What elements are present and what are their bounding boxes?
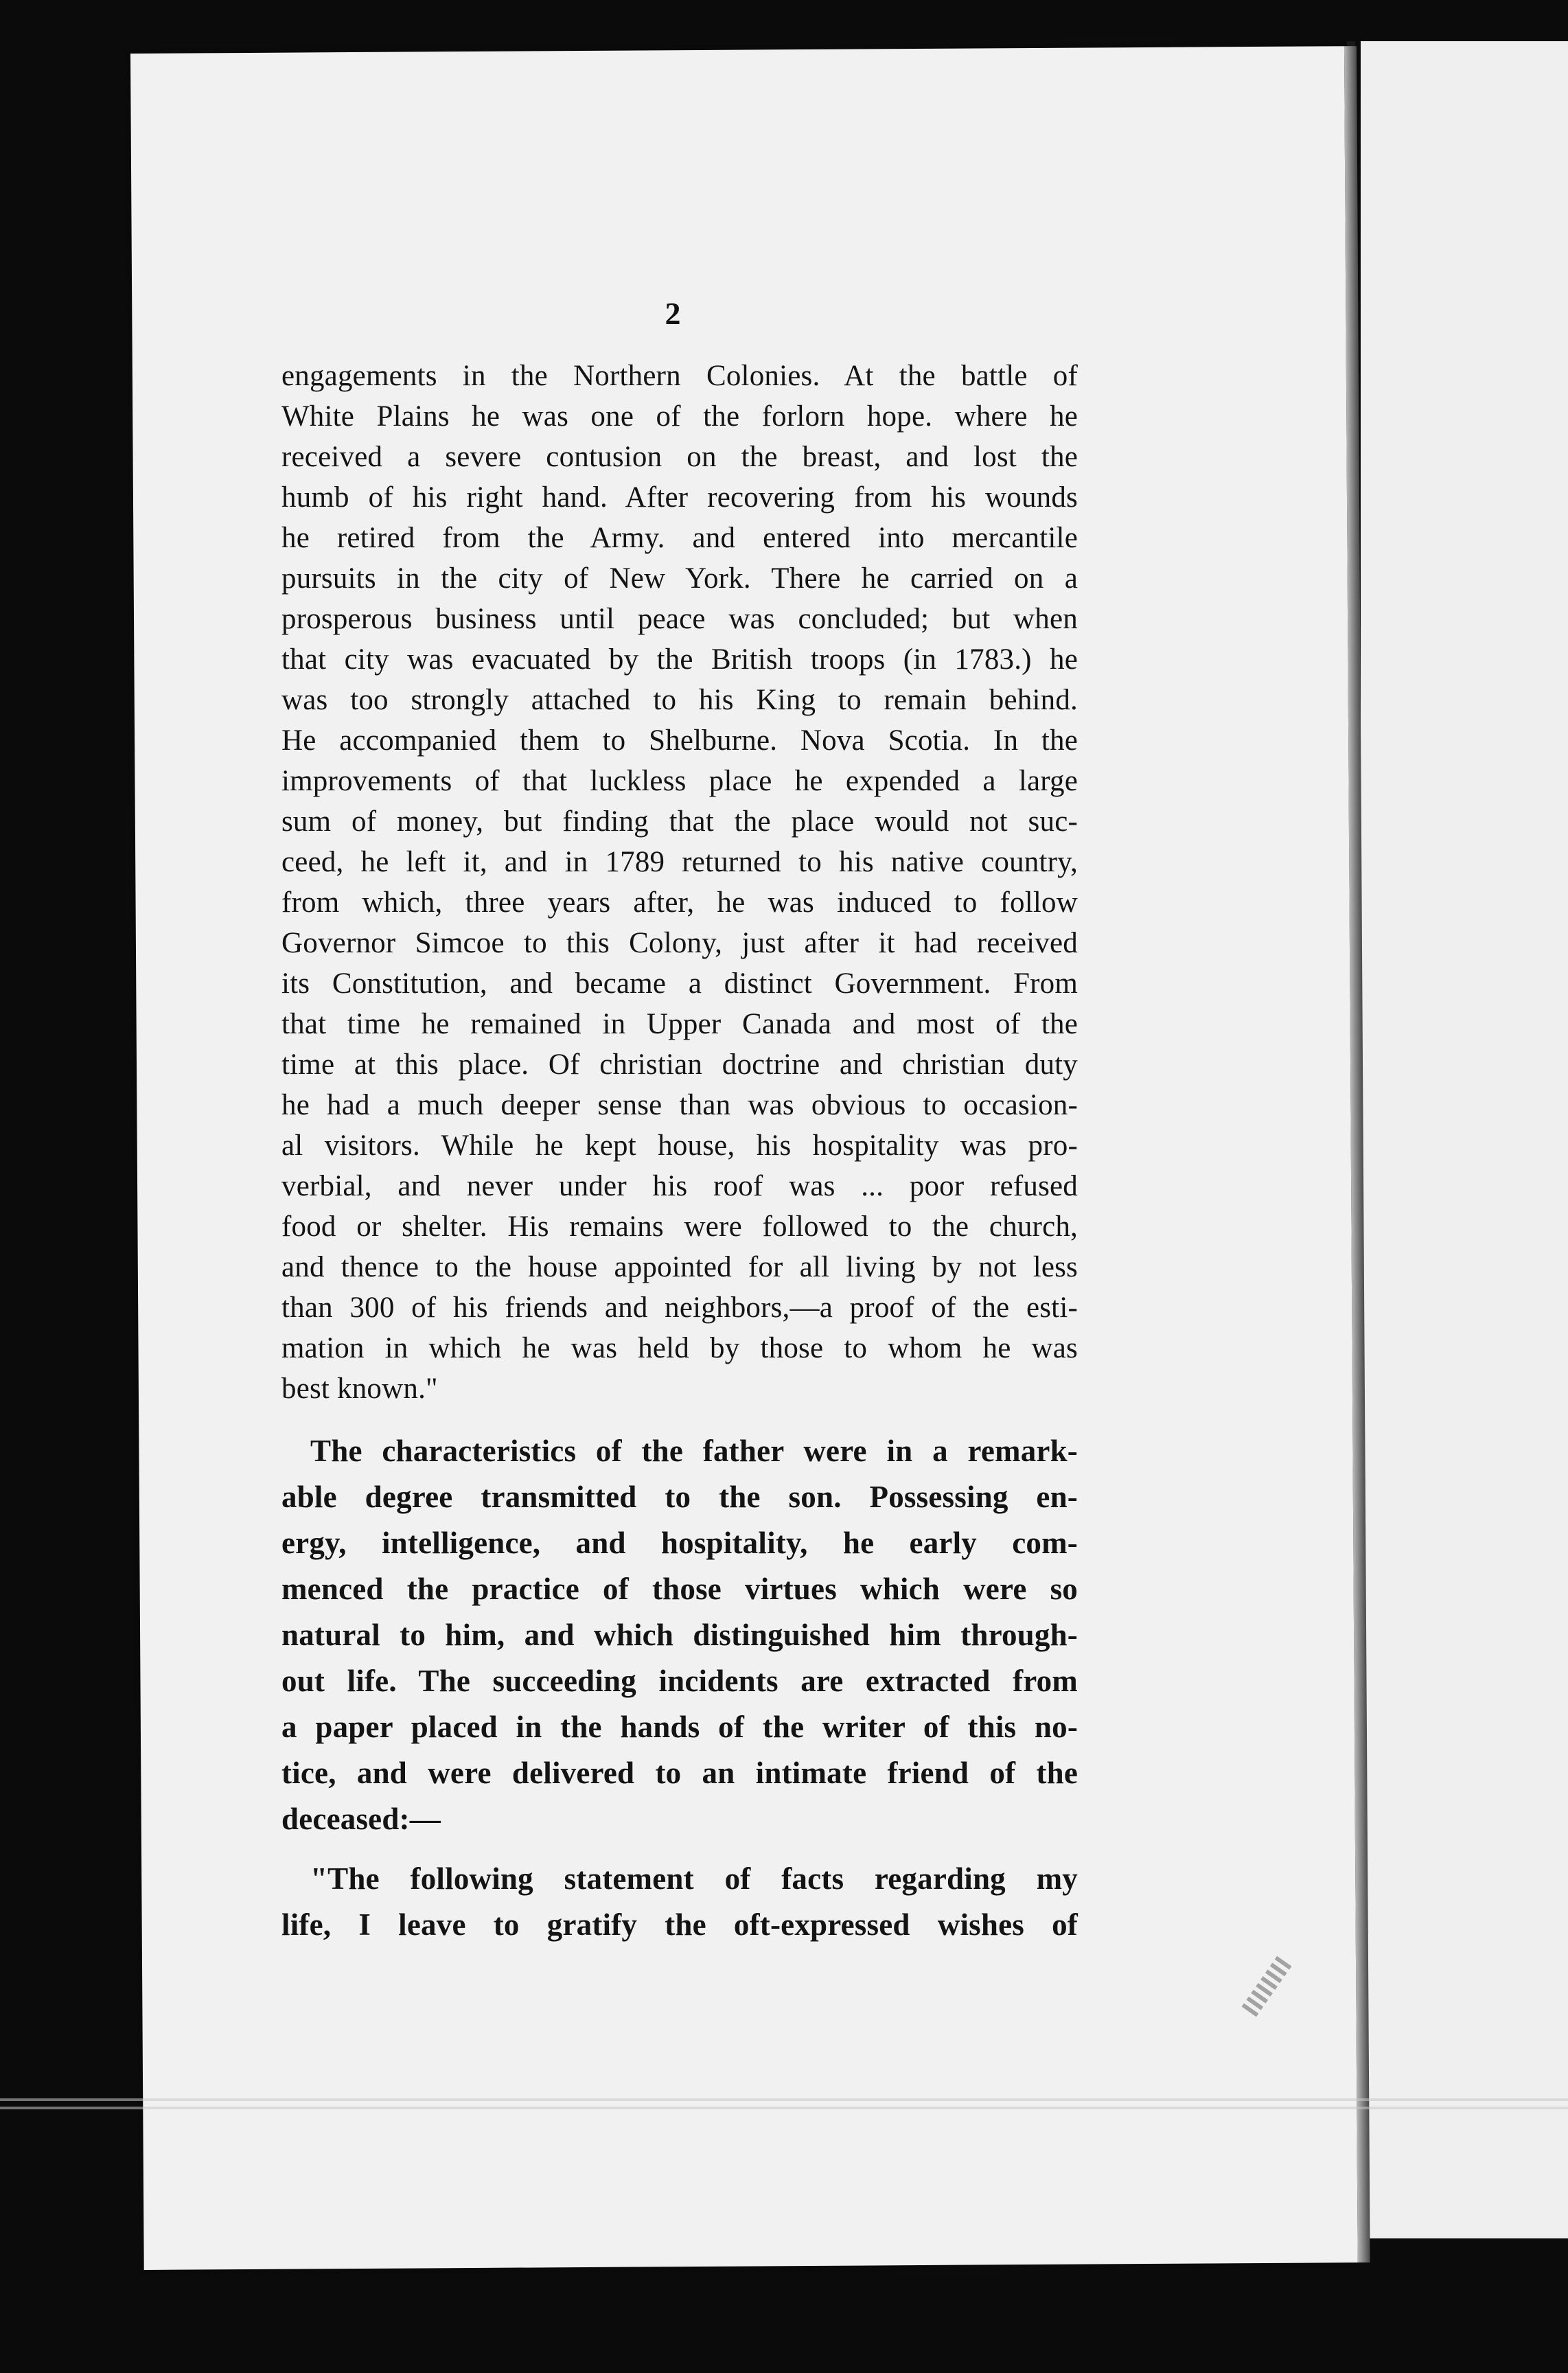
text-line: al visitors. While he kept house, his hospitality was pro- bbox=[281, 1130, 1078, 1162]
body-paragraph bbox=[281, 1428, 1078, 1842]
text-line: time at this place. Of christian doctrine and christian duty bbox=[281, 1048, 1078, 1081]
text-line: improvements of that luckless place he expended a large bbox=[281, 765, 1078, 797]
text-line: prosperous business until peace was concluded; but when bbox=[281, 603, 1078, 635]
text-line: able degree transmitted to the son. Possessing en- bbox=[281, 1480, 1078, 1514]
text-line: menced the practice of those virtues which were so bbox=[281, 1572, 1078, 1606]
text-line: tice, and were delivered to an intimate friend of the bbox=[281, 1756, 1078, 1790]
text-line: "The following statement of facts regarding my bbox=[310, 1861, 1078, 1896]
text-line: best known." bbox=[281, 1373, 438, 1405]
text-line: ergy, intelligence, and hospitality, he early com- bbox=[281, 1526, 1078, 1560]
text-line: He accompanied them to Shelburne. Nova Scotia. In the bbox=[281, 724, 1078, 757]
facing-page bbox=[1361, 41, 1568, 2238]
text-line: a paper placed in the hands of the writer of this no- bbox=[281, 1710, 1078, 1744]
text-line: that city was evacuated by the British troops (in 1783.) he bbox=[281, 643, 1078, 676]
text-line: Governor Simcoe to this Colony, just after it had received bbox=[281, 927, 1078, 959]
text-line: from which, three years after, he was induced to follow bbox=[281, 886, 1078, 919]
text-line: sum of money, but finding that the place would not suc- bbox=[281, 805, 1078, 838]
text-line: The characteristics of the father were in a remark- bbox=[310, 1434, 1078, 1468]
text-line: mation in which he was held by those to whom he was bbox=[281, 1332, 1078, 1364]
scan-artifact-line bbox=[0, 2107, 1568, 2109]
text-line: received a severe contusion on the breast, and lost the bbox=[281, 441, 1078, 473]
text-line: out life. The succeeding incidents are extracted from bbox=[281, 1664, 1078, 1698]
text-line: that time he remained in Upper Canada and most of the bbox=[281, 1008, 1078, 1040]
text-line: humb of his right hand. After recovering from his wounds bbox=[281, 481, 1078, 514]
text-line: engagements in the Northern Colonies. At the battle of bbox=[281, 360, 1078, 392]
text-line: deceased:— bbox=[281, 1802, 441, 1836]
text-line: ceed, he left it, and in 1789 returned to his native country, bbox=[281, 846, 1078, 878]
page-text bbox=[281, 356, 1078, 1948]
text-line: verbial, and never under his roof was ... poor refused bbox=[281, 1170, 1078, 1202]
scan-artifact-line bbox=[0, 2098, 1568, 2101]
text-line: life, I leave to gratify the oft-expressed wishes of bbox=[281, 1907, 1078, 1942]
text-line: and thence to the house appointed for all living by not less bbox=[281, 1251, 1078, 1283]
text-line: pursuits in the city of New York. There he carried on a bbox=[281, 562, 1078, 595]
quoted-paragraph bbox=[281, 356, 1078, 1409]
text-line: natural to him, and which distinguished him through- bbox=[281, 1618, 1078, 1652]
statement-paragraph bbox=[281, 1856, 1078, 1948]
text-line: its Constitution, and became a distinct Government. From bbox=[281, 967, 1078, 1000]
text-line: food or shelter. His remains were followed to the church, bbox=[281, 1211, 1078, 1243]
text-line: than 300 of his friends and neighbors,—a proof of the esti- bbox=[281, 1292, 1078, 1324]
page-number: 2 bbox=[665, 296, 681, 331]
text-line: he retired from the Army. and entered into mercantile bbox=[281, 522, 1078, 554]
text-line: was too strongly attached to his King to remain behind. bbox=[281, 684, 1078, 716]
text-line: White Plains he was one of the forlorn hope. where he bbox=[281, 400, 1078, 433]
text-line: he had a much deeper sense than was obvious to occasion- bbox=[281, 1089, 1078, 1121]
